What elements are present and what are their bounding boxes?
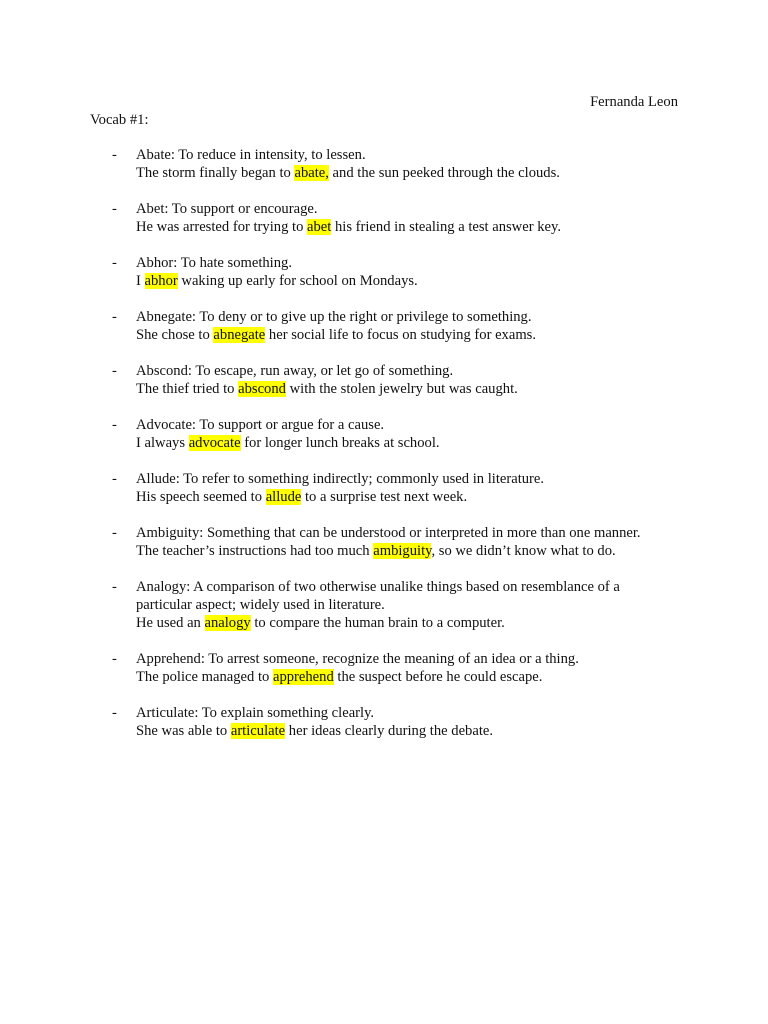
highlighted-word: abet (307, 219, 332, 235)
list-bullet: - (112, 651, 117, 667)
sentence-text: and the sun peeked through the clouds. (328, 165, 560, 181)
vocab-example-sentence (136, 488, 666, 506)
sentence-text: to a surprise test next week. (301, 489, 468, 505)
list-bullet: - (112, 471, 117, 487)
vocab-definition: Articulate: To explain something clearly. (136, 705, 375, 721)
list-bullet: - (112, 255, 117, 271)
vocab-entry-abate (0, 146, 666, 182)
vocab-entry-abnegate (0, 308, 666, 344)
vocab-entry-abhor (0, 254, 666, 290)
highlighted-word: allude (265, 489, 302, 505)
vocab-example-sentence (136, 272, 666, 290)
vocab-example-sentence (136, 668, 666, 686)
list-bullet: - (112, 417, 117, 433)
vocab-definition: Analogy: A comparison of two otherwise unalike things based on resemblance of a particular aspect; widely used in literature. (136, 579, 620, 613)
vocab-example-sentence (136, 542, 666, 560)
highlighted-word: articulate (230, 723, 286, 739)
sentence-text: waking up early for school on Mondays. (177, 273, 418, 289)
vocab-entry-articulate (0, 704, 666, 740)
author-name: Fernanda Leon (590, 94, 678, 110)
vocab-example-sentence (136, 434, 666, 452)
vocab-example-sentence (136, 164, 666, 182)
vocab-definition: Abet: To support or encourage. (136, 201, 318, 217)
sentence-text: his friend in stealing a test answer key. (331, 219, 561, 235)
sentence-text: with the stolen jewelry but was caught. (285, 381, 518, 397)
vocab-definition: Abhor: To hate something. (136, 255, 292, 271)
vocab-example-sentence (136, 614, 666, 632)
sentence-text: His speech seemed to (136, 489, 266, 505)
sentence-text: He used an (136, 615, 205, 631)
sentence-text: She was able to (136, 723, 231, 739)
vocab-entry-allude (0, 470, 666, 506)
vocab-definition: Abscond: To escape, run away, or let go of something. (136, 363, 454, 379)
highlighted-word: abscond (238, 381, 286, 397)
highlighted-word: advocate (188, 435, 241, 451)
vocab-entry-abet (0, 200, 666, 236)
vocab-entry-analogy (0, 578, 666, 632)
vocab-example-sentence (136, 326, 666, 344)
sentence-text: He was arrested for trying to (136, 219, 308, 235)
sentence-text: The teacher’s instructions had too much (136, 543, 374, 559)
highlighted-word: apprehend (272, 669, 334, 685)
vocab-entry-ambiguity (0, 524, 666, 560)
vocab-definition: Ambiguity: Something that can be understood or interpreted in more than one manner. (136, 525, 641, 541)
vocab-definition: Abnegate: To deny or to give up the right or privilege to something. (136, 309, 532, 325)
list-bullet: - (112, 363, 117, 379)
highlighted-word: abate, (294, 165, 329, 181)
list-bullet: - (112, 525, 117, 541)
sentence-text: , so we didn’t know what to do. (431, 543, 616, 559)
list-bullet: - (112, 705, 117, 721)
sentence-text: the suspect before he could escape. (333, 669, 543, 685)
vocab-entry-apprehend (0, 650, 666, 686)
vocab-example-sentence (136, 218, 666, 236)
vocab-example-sentence (136, 380, 666, 398)
sentence-text: The storm finally began to (136, 165, 295, 181)
sentence-text: The thief tried to (136, 381, 239, 397)
highlighted-word: abhor (144, 273, 178, 289)
highlighted-word: analogy (204, 615, 251, 631)
sentence-text: her social life to focus on studying for exams. (265, 327, 537, 343)
sentence-text: to compare the human brain to a computer. (250, 615, 505, 631)
vocab-entry-advocate (0, 416, 666, 452)
highlighted-word: ambiguity (373, 543, 432, 559)
sentence-text: The police managed to (136, 669, 273, 685)
vocab-entry-abscond (0, 362, 666, 398)
sentence-text: her ideas clearly during the debate. (285, 723, 494, 739)
sentence-text: I (136, 273, 145, 289)
highlighted-word: abnegate (213, 327, 266, 343)
vocab-definition: Abate: To reduce in intensity, to lessen. (136, 147, 366, 163)
vocab-list (0, 146, 768, 758)
sentence-text: I always (136, 435, 189, 451)
sentence-text: for longer lunch breaks at school. (240, 435, 440, 451)
list-bullet: - (112, 147, 117, 163)
vocab-example-sentence (136, 722, 666, 740)
vocab-definition: Apprehend: To arrest someone, recognize the meaning of an idea or a thing. (136, 651, 579, 667)
vocab-definition: Advocate: To support or argue for a cause. (136, 417, 385, 433)
list-bullet: - (112, 579, 117, 595)
sentence-text: She chose to (136, 327, 214, 343)
list-bullet: - (112, 201, 117, 217)
document-title: Vocab #1: (90, 112, 149, 128)
vocab-definition: Allude: To refer to something indirectly; commonly used in literature. (136, 471, 545, 487)
list-bullet: - (112, 309, 117, 325)
